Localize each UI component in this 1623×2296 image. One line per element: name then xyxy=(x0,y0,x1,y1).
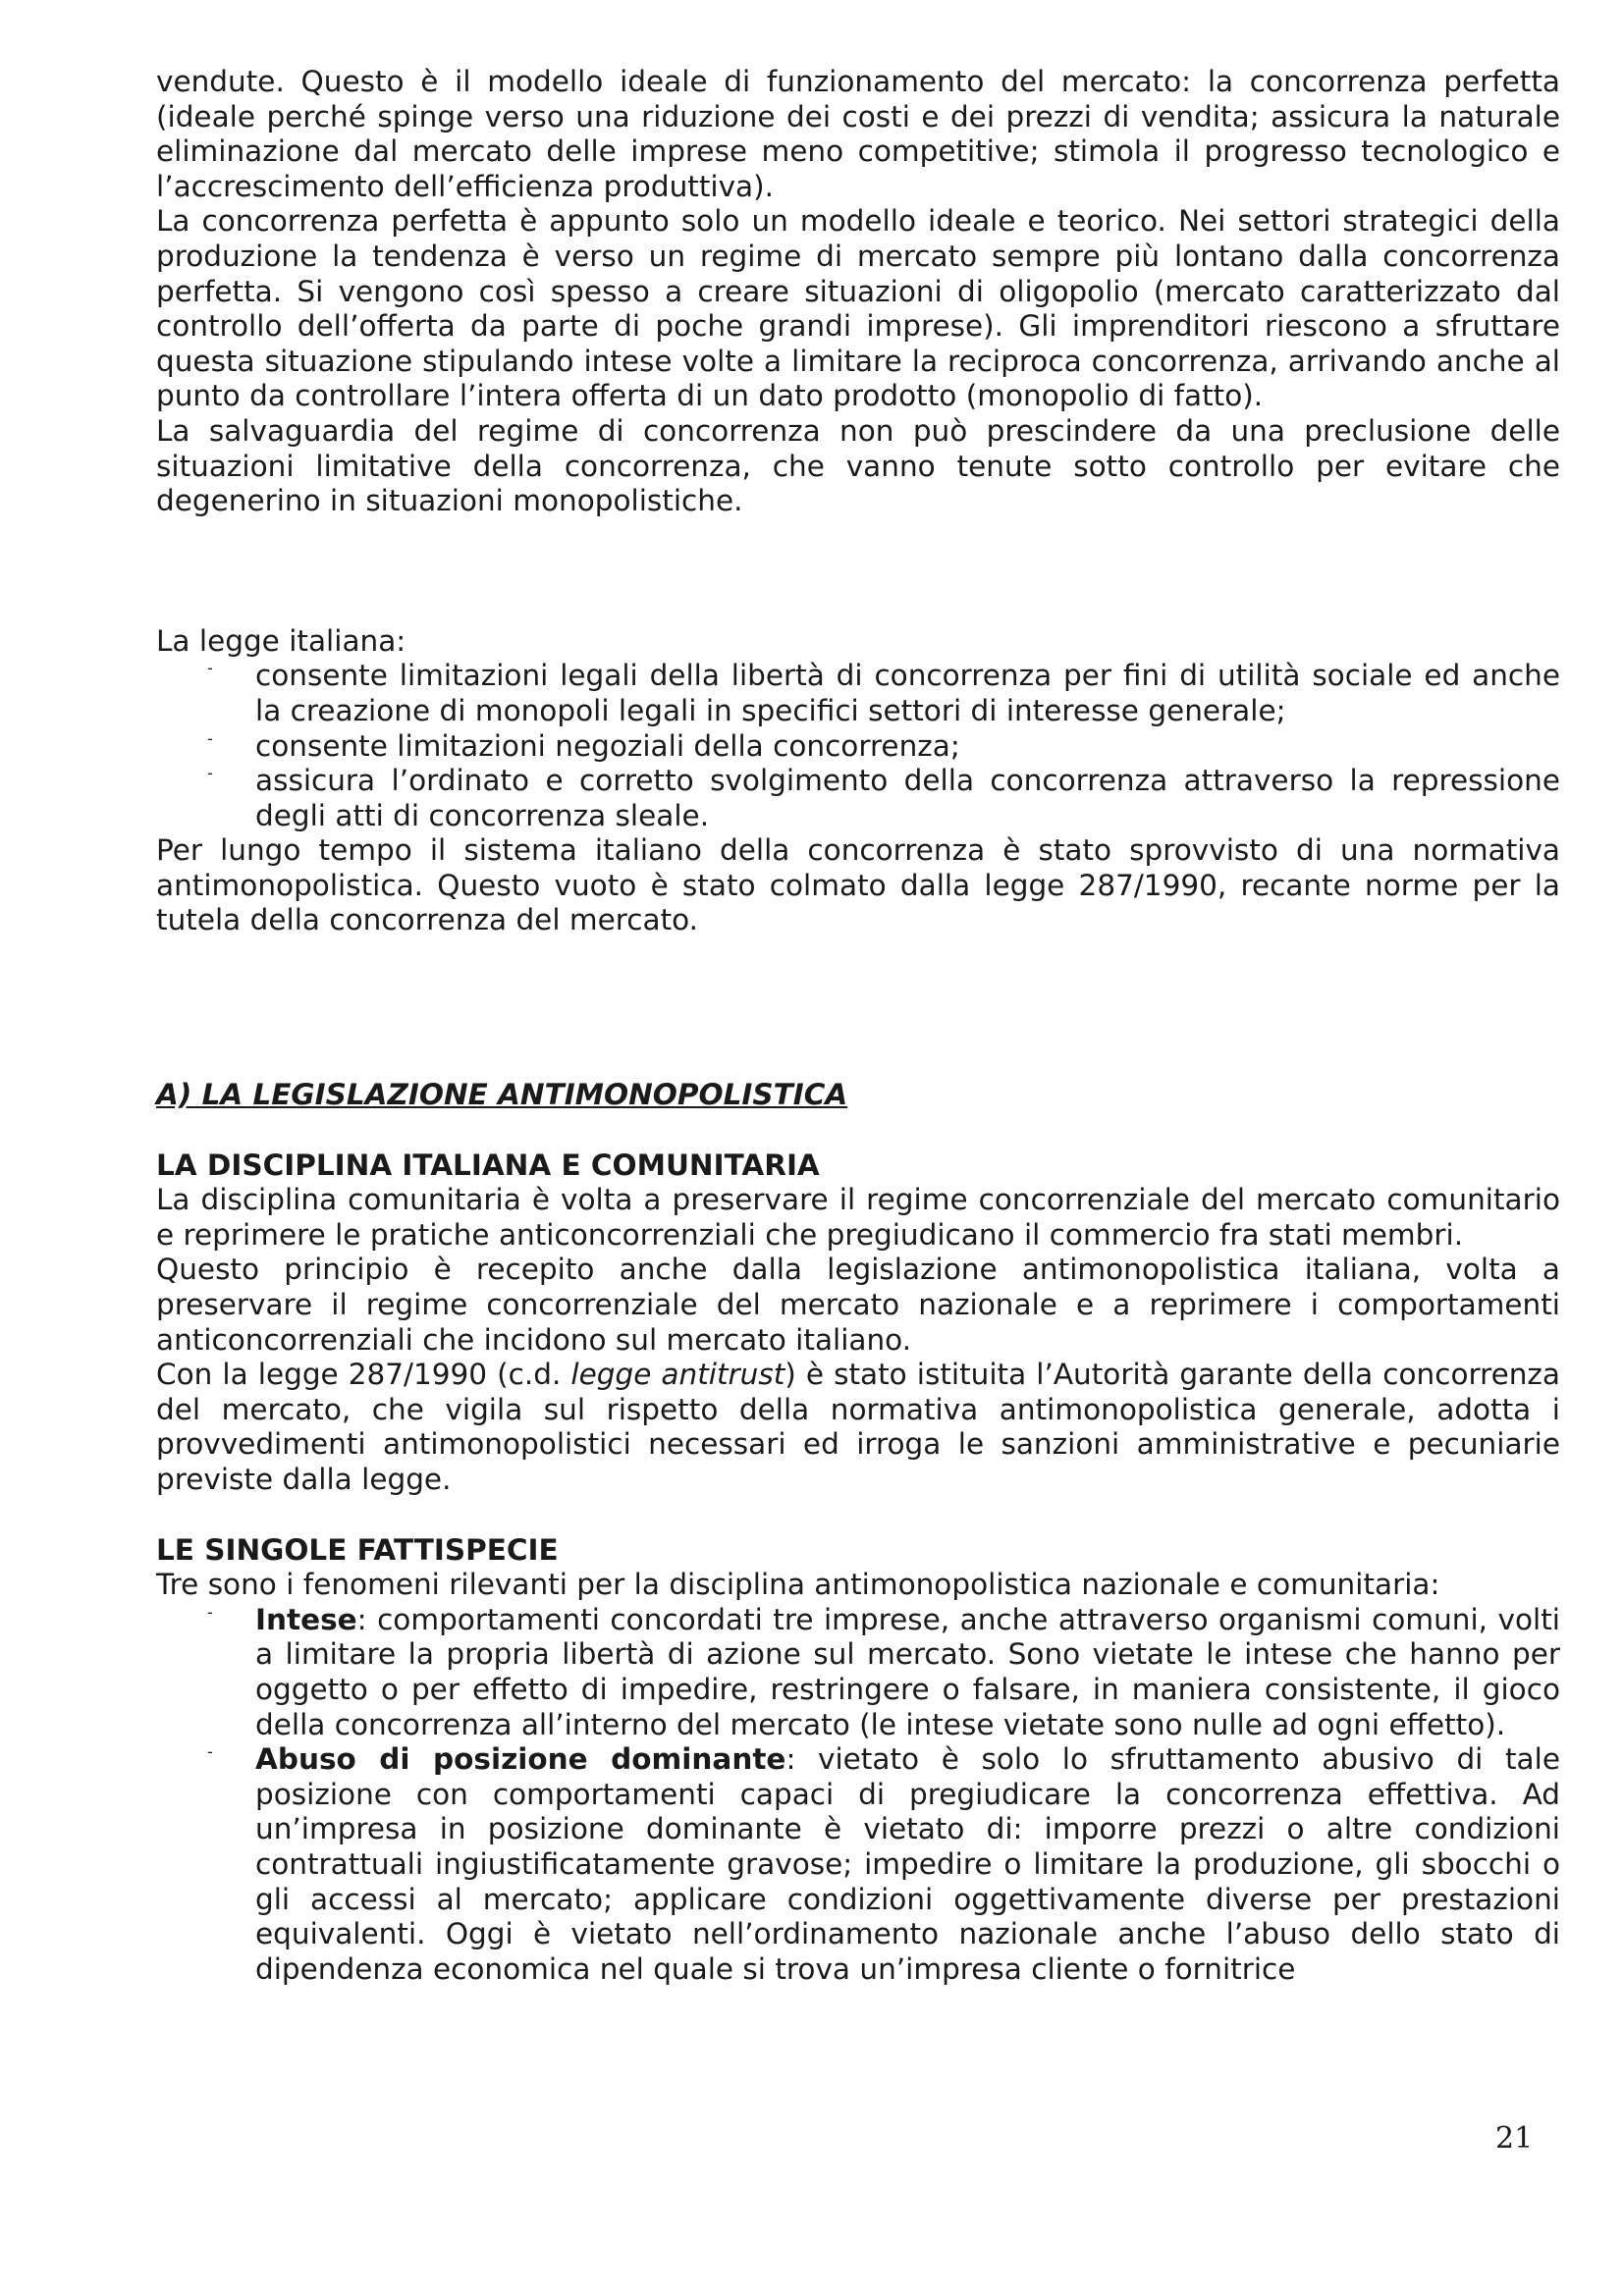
list-dash: - xyxy=(207,728,213,748)
paragraph-intro: vendute. Questo è il modello ideale di funzionamento del mercato: la concorrenza perfetta (ideale perché spinge verso una riduzione dei costi e dei prezzi di vendita; assicura la naturale eliminazione dal mercato delle imprese meno competitive; stimola il progresso tecnologico e l’accrescimento dell’efficienza produttiva). xyxy=(156,65,1560,203)
list-item xyxy=(156,659,1560,728)
paragraph-safeguard: La salvaguardia del regime di concorrenza non può prescindere da una preclusione delle situazioni limitative della concorrenza, che vanno tenute sotto controllo per evitare che degenerino in situazioni monopolistiche. xyxy=(156,413,1560,518)
paragraph-italian-law-lead: La legge italiana: xyxy=(156,623,406,658)
list-dash: - xyxy=(207,1602,213,1622)
subsection-title: LE SINGOLE FATTISPECIE xyxy=(156,1532,559,1567)
paragraph-italian-legislation: Questo principio è recepito anche dalla legislazione antimonopolistica italiana, volta a preservare il regime concorrenziale del mercato nazionale e a reprimere i comportamenti anticoncorrenziali che incidono sul mercato italiano. xyxy=(156,1253,1560,1357)
paragraph-community-discipline: La disciplina comunitaria è volta a preservare il regime concorrenziale del mercato comunitario e reprimere le pratiche anticoncorrenziali che pregiudicano il commercio fra stati membri. xyxy=(156,1183,1560,1252)
paragraph-perfect-competition: La concorrenza perfetta è appunto solo un modello ideale e teorico. Nei settori strategici della produzione la tendenza è verso un regime di mercato sempre più lontano dalla concorrenza perfetta. Si vengono così spesso a creare situazioni di oligopolio (mercato caratterizzato dal controllo dell’offerta da parte di poche grandi imprese). Gli imprenditori riescono a sfruttare questa situazione stipulando intese volte a limitare la reciproca concorrenza, arrivando anche al punto da controllare l’intera offerta di un dato prodotto (monopolio di fatto). xyxy=(156,204,1560,413)
list-dash: - xyxy=(207,659,213,678)
list-item xyxy=(156,1603,1560,1742)
bold-term: Intese xyxy=(255,1602,357,1636)
bold-term: Abuso di posizione dominante xyxy=(255,1742,786,1777)
list-item-text xyxy=(255,1603,1560,1742)
text-run: : comportamenti concordati tre imprese, anche attraverso organismi comuni, volti a limitare la propria libertà di azione sul mercato. Sono vietate le intese che hanno per oggetto o per effetto di impedire, restringere o falsare, in maniera consistente, il gioco della concorrenza all’interno del mercato (le intese vietate sono nulle ad ogni effetto). xyxy=(255,1602,1560,1741)
paragraph-law-287: Per lungo tempo il sistema italiano della concorrenza è stato sprovvisto di una normativa antimonopolistica. Questo vuoto è stato colmato dalla legge 287/1990, recante norme per la tutela della concorrenza del mercato. xyxy=(156,833,1560,937)
list-dash: - xyxy=(207,764,213,783)
list-item-text: consente limitazioni legali della libertà di concorrenza per fini di utilità sociale ed anche la creazione di monopoli legali in specifici settori di interesse generale; xyxy=(255,659,1560,727)
list-dash: - xyxy=(207,1742,213,1762)
page-number: 21 xyxy=(1495,2121,1534,2156)
text-run: Con la legge 287/1990 (c.d. xyxy=(156,1358,571,1392)
paragraph-antitrust-authority xyxy=(156,1358,1560,1497)
text-run: ) è stato istituita l’Autorità garante della concorrenza del mercato, che vigila sul rispetto della normativa antimonopolistica generale, adotta i provvedimenti antimonopolistici necessari ed irroga le sanzioni amministrative e pecuniarie previste dalla legge. xyxy=(156,1358,1560,1496)
paragraph-phenomena-lead: Tre sono i fenomeni rilevanti per la disciplina antimonopolistica nazionale e comunitaria: xyxy=(156,1568,1440,1602)
italic-term: legge antitrust xyxy=(570,1358,785,1392)
page-content xyxy=(156,65,1560,1987)
list-item xyxy=(156,1742,1560,1987)
section-title: A) LA LEGISLAZIONE ANTIMONOPOLISTICA xyxy=(156,1078,848,1112)
list-item-text: consente limitazioni negoziali della concorrenza; xyxy=(255,728,960,763)
list-item xyxy=(156,764,1560,833)
subsection-title: LA DISCIPLINA ITALIANA E COMUNITARIA xyxy=(156,1148,820,1182)
list-item-text xyxy=(255,1742,1560,1987)
list-item-text: assicura l’ordinato e corretto svolgimento della concorrenza attraverso la repressione degli atti di concorrenza sleale. xyxy=(255,764,1560,832)
list-item xyxy=(156,729,1560,765)
text-run: : vietato è solo lo sfruttamento abusivo di tale posizione con comportamenti capaci di pregiudicare la concorrenza effettiva. Ad un’impresa in posizione dominante è vietato di: imporre prezzi o altre condizioni contrattuali ingiustificatamente gravose; impedire o limitare la produzione, gli sbocchi o gli accessi al mercato; applicare condizioni oggettivamente diverse per prestazioni equivalenti. Oggi è vietato nell’ordinamento nazionale anche l’abuso dello stato di dipendenza economica nel quale si trova un’impresa cliente o fornitrice xyxy=(255,1742,1560,1986)
